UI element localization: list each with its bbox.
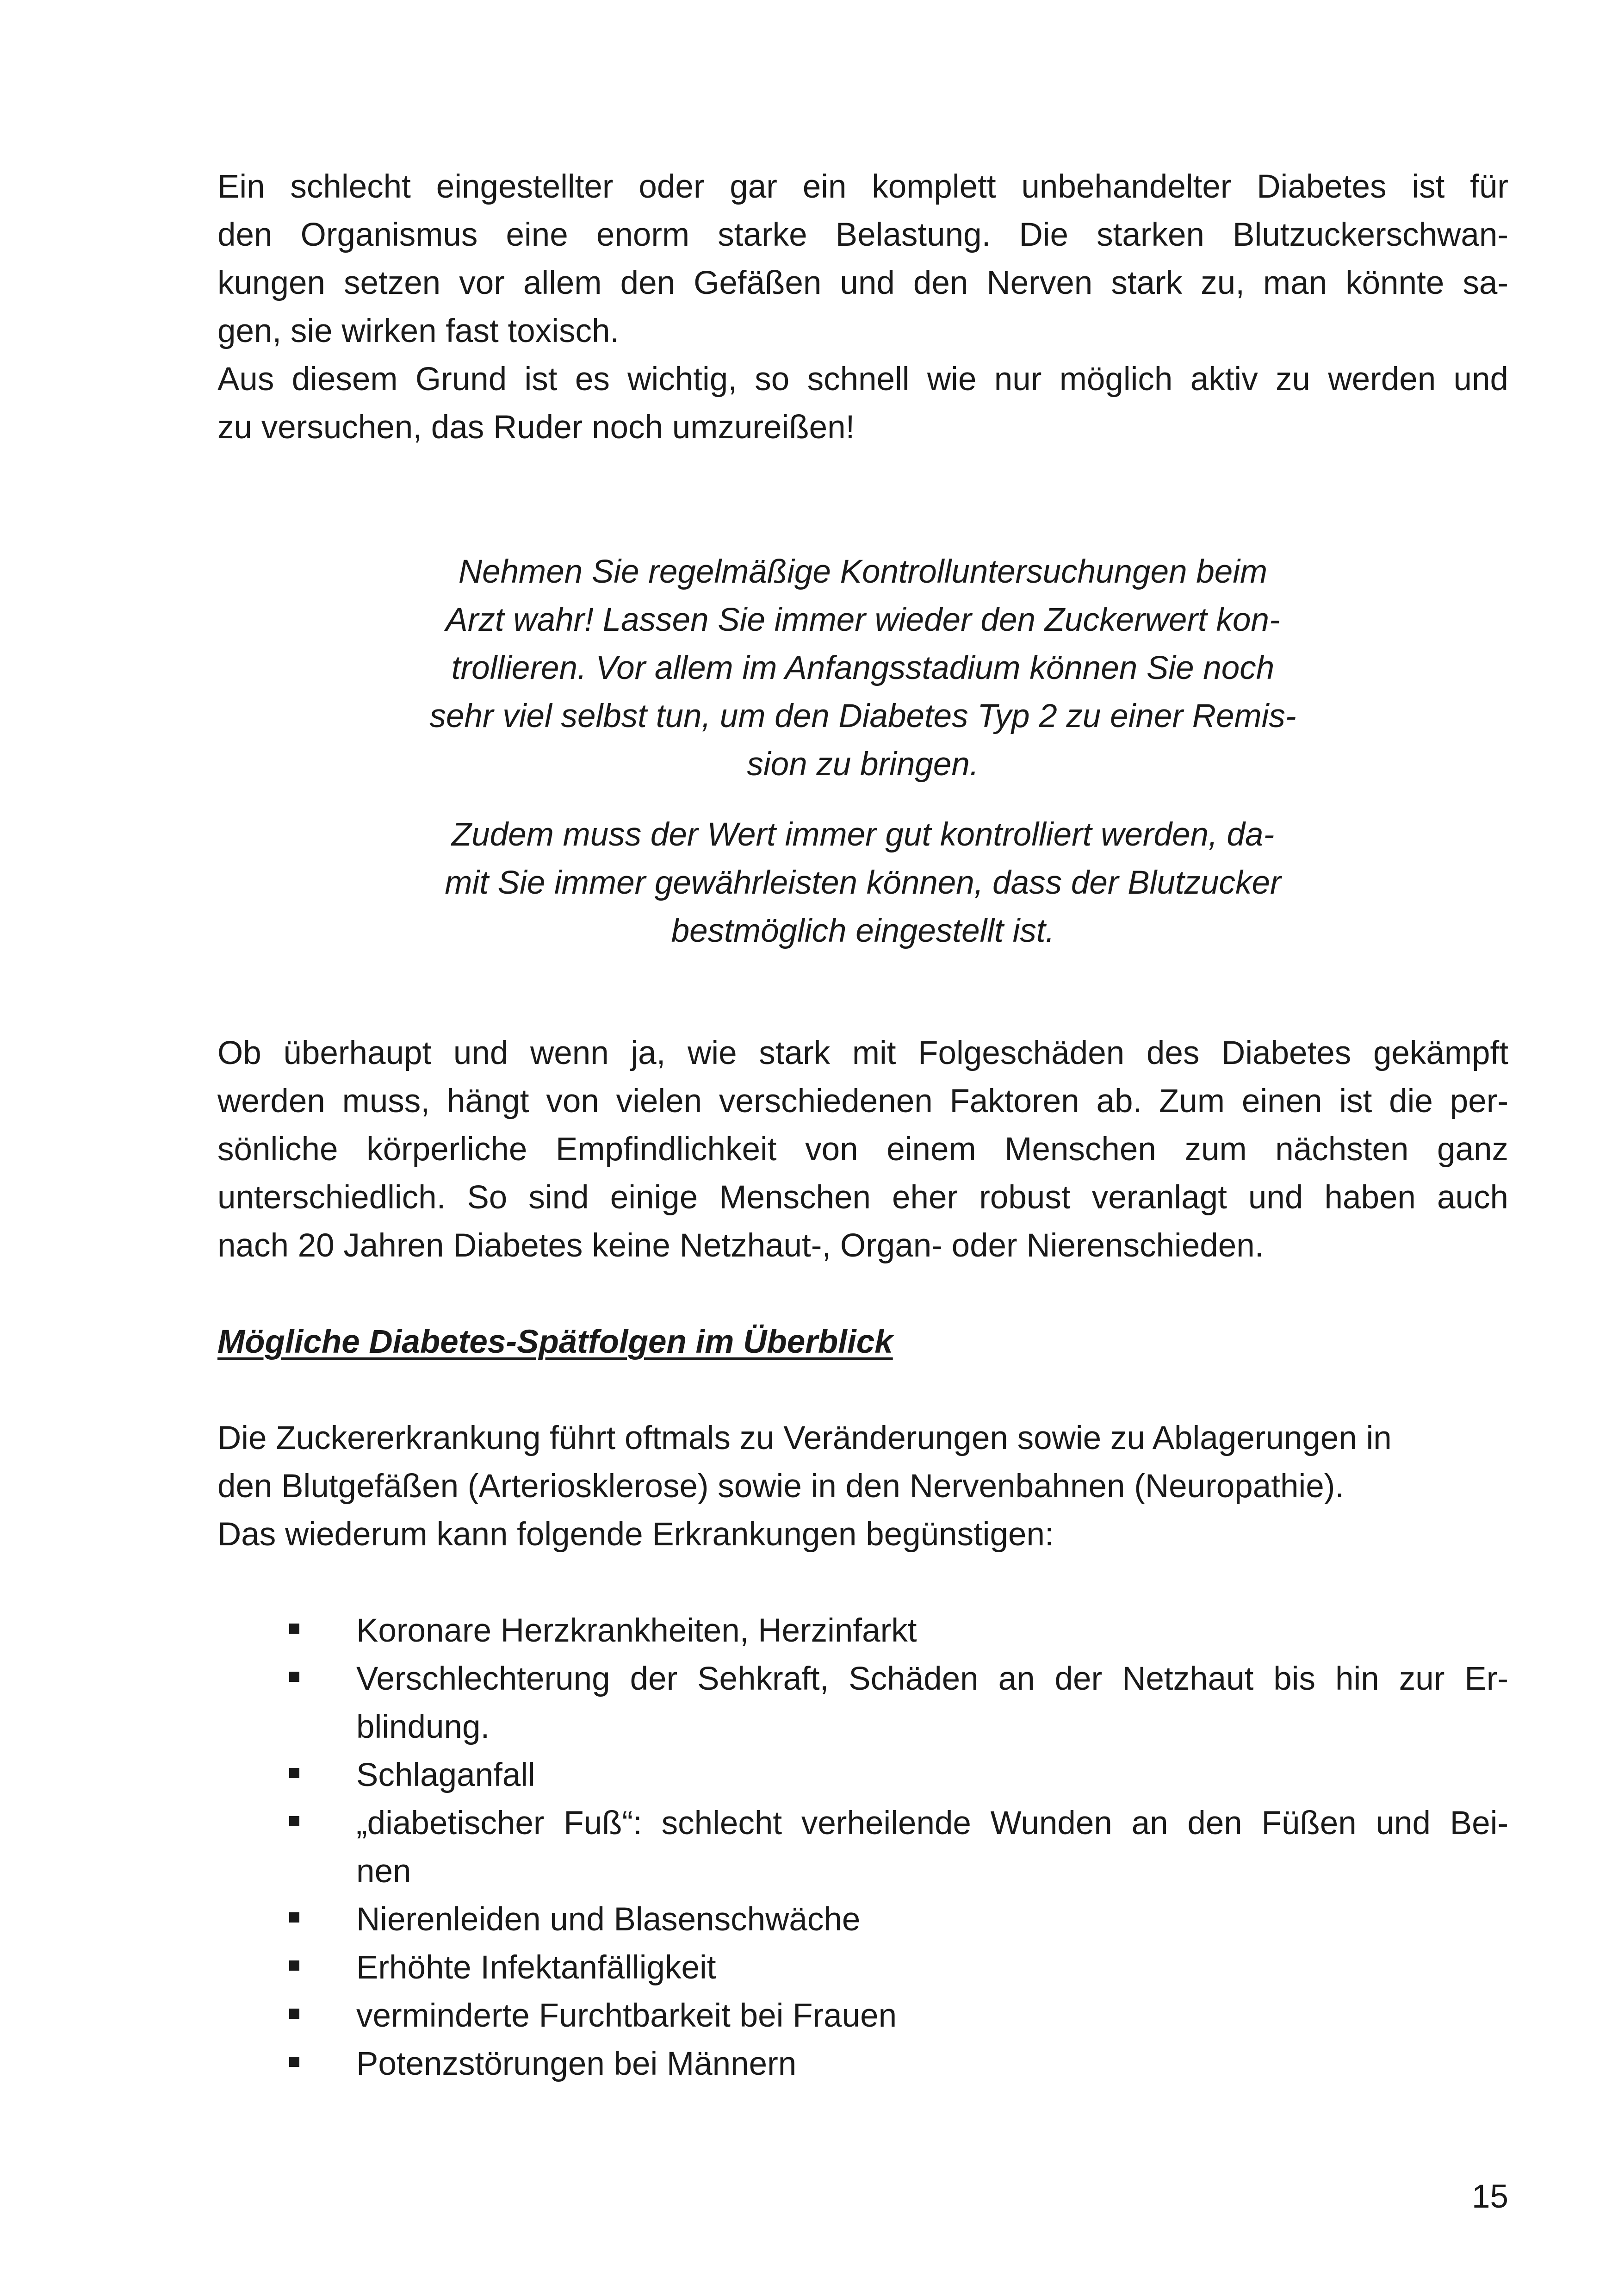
list-item-text: Erhöhte Infektanfälligkeit bbox=[356, 1949, 716, 1986]
late-effects-list bbox=[217, 1607, 1508, 2088]
text-line: werden muss, hängt von vielen verschiedenen Faktoren ab. Zum einen ist die per- bbox=[217, 1083, 1508, 1120]
text-line: unterschiedlich. So sind einige Menschen eher robust veranlagt und haben auch bbox=[217, 1179, 1508, 1216]
callout-paragraph-2 bbox=[389, 811, 1337, 955]
list-item-text: „diabetischer Fuß“: schlecht verheilende Wunden an den Füßen und Bei- bbox=[356, 1805, 1508, 1842]
callout-line: Arzt wahr! Lassen Sie immer wieder den Zuckerwert kon- bbox=[446, 602, 1280, 638]
text-line: kungen setzen vor allem den Gefäßen und den Nerven stark zu, man könnte sa- bbox=[217, 265, 1508, 301]
page-number: 15 bbox=[1472, 2178, 1508, 2215]
list-item-text: Koronare Herzkrankheiten, Herzinfarkt bbox=[356, 1612, 917, 1649]
callout-line: trollieren. Vor allem im Anfangsstadium können Sie noch bbox=[451, 650, 1275, 686]
text-line: Die Zuckererkrankung führt oftmals zu Veränderungen sowie zu Ablagerungen in bbox=[217, 1420, 1392, 1456]
list-item-text: Verschlechterung der Sehkraft, Schäden an der Netzhaut bis hin zur Er- bbox=[356, 1661, 1508, 1697]
callout-line: sehr viel selbst tun, um den Diabetes Typ 2 zu einer Remis- bbox=[429, 698, 1296, 734]
text-line: Aus diesem Grund ist es wichtig, so schnell wie nur möglich aktiv zu werden und bbox=[217, 361, 1508, 398]
text-line: Ein schlecht eingestellter oder gar ein komplett unbehandelter Diabetes ist für bbox=[217, 168, 1508, 205]
page-content bbox=[217, 163, 1508, 2088]
callout-line: Nehmen Sie regelmäßige Kontrolluntersuchungen beim bbox=[458, 554, 1268, 590]
square-bullet-icon bbox=[289, 2057, 299, 2067]
square-bullet-icon bbox=[289, 1816, 299, 1826]
text-line: den Organismus eine enorm starke Belastung. Die starken Blutzuckerschwan- bbox=[217, 217, 1508, 253]
list-item-text: nen bbox=[356, 1853, 411, 1890]
list-item bbox=[217, 1655, 1508, 1751]
list-item bbox=[217, 1992, 1508, 2040]
square-bullet-icon bbox=[289, 1672, 299, 1682]
body-paragraph bbox=[217, 1029, 1508, 1270]
list-item bbox=[217, 1799, 1508, 1896]
square-bullet-icon bbox=[289, 1768, 299, 1778]
list-item bbox=[217, 2040, 1508, 2088]
text-line: Ob überhaupt und wenn ja, wie stark mit Folgeschäden des Diabetes gekämpft bbox=[217, 1035, 1508, 1071]
list-item bbox=[217, 1944, 1508, 1992]
square-bullet-icon bbox=[289, 1960, 299, 1971]
list-item-text: Schlaganfall bbox=[356, 1757, 535, 1793]
callout-line: bestmöglich eingestellt ist. bbox=[671, 913, 1055, 949]
text-line: Das wiederum kann folgende Erkrankungen begünstigen: bbox=[217, 1516, 1054, 1553]
list-item bbox=[217, 1896, 1508, 1944]
list-item bbox=[217, 1607, 1508, 1655]
list-item-text: blindung. bbox=[356, 1709, 490, 1745]
text-line: gen, sie wirken fast toxisch. bbox=[217, 313, 620, 349]
callout-line: sion zu bringen. bbox=[747, 746, 979, 783]
text-line: zu versuchen, das Ruder noch umzureißen! bbox=[217, 409, 855, 446]
text-line: sönliche körperliche Empfindlichkeit von einem Menschen zum nächsten ganz bbox=[217, 1131, 1508, 1168]
list-item bbox=[217, 1751, 1508, 1799]
list-item-text: Potenzstörungen bei Männern bbox=[356, 2046, 797, 2082]
text-line: nach 20 Jahren Diabetes keine Netzhaut-, Organ- oder Nierenschieden. bbox=[217, 1227, 1264, 1264]
square-bullet-icon bbox=[289, 1624, 299, 1634]
square-bullet-icon bbox=[289, 1912, 299, 1923]
square-bullet-icon bbox=[289, 2009, 299, 2019]
section-intro-paragraph bbox=[217, 1414, 1508, 1559]
list-item-text: verminderte Furchtbarkeit bei Frauen bbox=[356, 1997, 897, 2034]
callout-line: mit Sie immer gewährleisten können, dass der Blutzucker bbox=[445, 865, 1281, 901]
callout-paragraph-1 bbox=[389, 548, 1337, 789]
text-line: den Blutgefäßen (Arteriosklerose) sowie in den Nervenbahnen (Neuropathie). bbox=[217, 1468, 1345, 1505]
list-item-text: Nierenleiden und Blasenschwäche bbox=[356, 1901, 861, 1938]
intro-paragraph bbox=[217, 163, 1508, 452]
callout-line: Zudem muss der Wert immer gut kontrolliert werden, da- bbox=[451, 816, 1275, 853]
section-heading: Mögliche Diabetes-Spätfolgen im Überblick bbox=[217, 1324, 893, 1360]
